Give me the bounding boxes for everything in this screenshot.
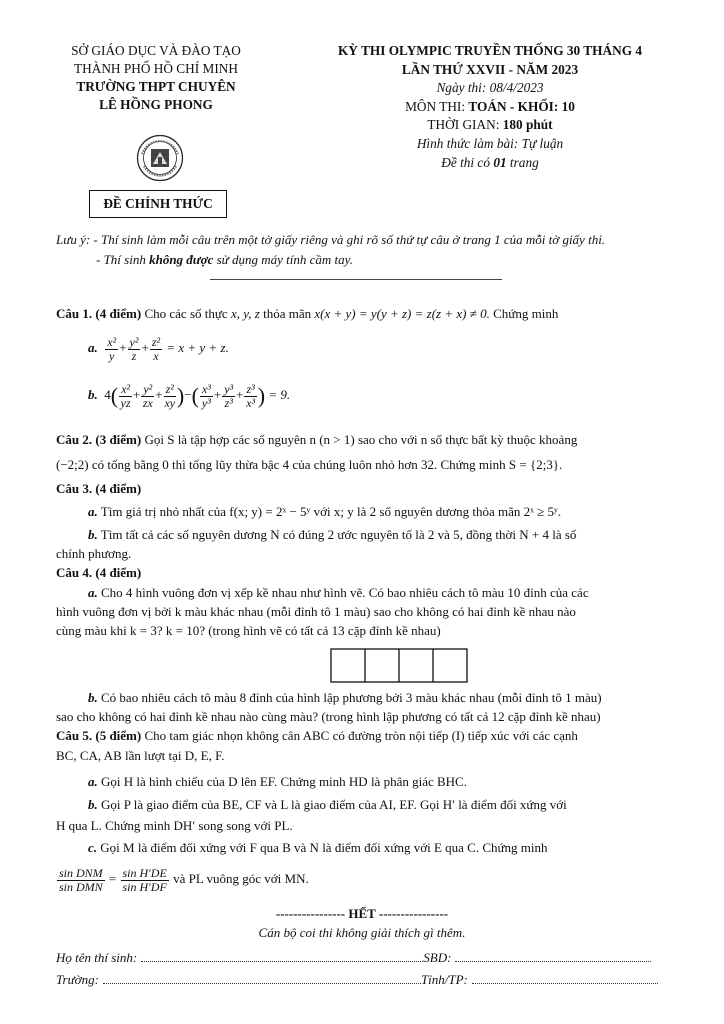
proctor-note: Cán bộ coi thi không giải thích gì thêm. bbox=[258, 925, 466, 940]
header-right bbox=[290, 42, 690, 172]
exam-pages: Đề thi có 01 trang bbox=[441, 154, 539, 170]
q4-part-a-1: a. Cho 4 hình vuông đơn vị xếp kề nhau như hình vẽ. Có bao nhiêu cách tô màu 10 đỉnh của các bbox=[88, 585, 589, 600]
note-line-2: - Thí sinh không được sử dụng máy tính cầm tay. bbox=[96, 252, 353, 267]
exam-time: THỜI GIAN: 180 phút bbox=[427, 117, 553, 133]
q3-part-b-1: b. Tìm tất cả các số nguyên dương N có đúng 2 ước nguyên tố là 2 và 5, đồng thời N + 4 là số bbox=[88, 527, 577, 542]
exam-subject: MÔN THI: TOÁN - KHỐI: 10 bbox=[405, 98, 575, 114]
q2-line-1: Câu 2. (3 điểm) Gọi S là tập hợp các số nguyên n (n > 1) sao cho với n số thực bất kỳ thuộc khoảng bbox=[56, 432, 578, 447]
school-seal-icon bbox=[136, 134, 184, 182]
four-squares-figure bbox=[330, 648, 470, 684]
q3-part-b-2: chính phương. bbox=[56, 546, 132, 561]
school-name: LÊ HỒNG PHONG bbox=[99, 97, 213, 112]
exam-date: Ngày thi: 08/4/2023 bbox=[436, 80, 544, 96]
note-line-1: Lưu ý: - Thí sinh làm mỗi câu trên một tờ giấy riêng và ghi rõ số thứ tự câu ở trang 1 của mỗi tờ giấy thi. bbox=[56, 232, 606, 247]
q4-part-a-3: cùng màu khi k = 3? k = 10? (trong hình vẽ có tất cả 13 cặp đỉnh kề nhau) bbox=[56, 623, 441, 638]
q1-statement: Câu 1. (4 điểm) Cho các số thực x, y, z thỏa mãn x(x + y) = y(y + z) = z(z + x) ≠ 0. Chứng minh bbox=[56, 306, 559, 321]
exam-format: Hình thức làm bài: Tự luận bbox=[416, 135, 564, 151]
q1-part-a: a. $\frac{\text{x²}}{y}$ + $\frac{\text{y²}}{z}$ + $\frac{\text{z²}}{x}$ = x + y + z. bbox=[88, 334, 229, 363]
city-name: THÀNH PHỐ HỒ CHÍ MINH bbox=[74, 61, 238, 76]
q5-part-b-2: H qua L. Chứng minh DH′ song song với PL. bbox=[56, 818, 293, 833]
header-left bbox=[34, 42, 278, 114]
q3-part-a: a. Tìm giá trị nhỏ nhất của f(x; y) = 2ˣ − 5ʸ với x; y là 2 số nguyên dương thỏa mãn 2ˣ ≥ 5ʸ. bbox=[88, 504, 562, 519]
q2-line-2: (−2;2) có tổng bằng 0 thì tổng lũy thừa bậc 4 của chúng luôn nhỏ hơn 32. Chứng minh S = {2;3}. bbox=[56, 457, 563, 472]
department-name: SỞ GIÁO DỤC VÀ ĐÀO TẠO bbox=[71, 43, 241, 58]
q5-part-c: c. Gọi M là điểm đối xứng với F qua B và N là điểm đối xứng với E qua C. Chứng minh bbox=[88, 840, 548, 855]
q4-part-a-2: hình vuông đơn vị bởi k màu khác nhau (mỗi đỉnh tô 1 màu) sao cho không có hai đỉnh kề nhau nào bbox=[56, 604, 576, 619]
q5-line-1: Câu 5. (5 điểm) Cho tam giác nhọn không cân ABC có đường tròn nội tiếp (I) tiếp xúc với các cạnh bbox=[56, 728, 578, 743]
divider bbox=[210, 279, 502, 280]
candidate-name-row: Họ tên thí sinh: SBD: bbox=[56, 950, 651, 966]
end-marker: ---------------- HẾT ---------------- bbox=[275, 906, 449, 921]
exam-edition: LẦN THỨ XXVII - NĂM 2023 bbox=[401, 61, 579, 77]
official-exam-box: ĐỀ CHÍNH THỨC bbox=[89, 190, 227, 218]
q4-label: Câu 4. (4 điểm) bbox=[56, 565, 142, 580]
q5-part-b-1: b. Gọi P là giao điểm của BE, CF và L là giao điểm của AI, EF. Gọi H′ là điểm đối xứng với bbox=[88, 797, 567, 812]
exam-title: KỲ THI OLYMPIC TRUYỀN THỐNG 30 THÁNG 4 bbox=[337, 43, 643, 58]
q3-label: Câu 3. (4 điểm) bbox=[56, 481, 142, 496]
q1-part-b: b. 4( $\frac{\text{x²}}{yz}$ + $\frac{\text{y²}}{zx}$ + $\frac{\text{z²}}{xy}$ )−( $\frac{\text{x³}}{\text{y³}}$ + $\frac{\text{y³}}{\text{z³}}$ + $\frac{\text{z³}}{\text{x³}}$ ) = 9. bbox=[88, 381, 291, 410]
q5-part-a: a. Gọi H là hình chiếu của D lên EF. Chứng minh HD là phân giác BHC. bbox=[88, 774, 467, 789]
q4-part-b-2: sao cho không có hai đỉnh kề nhau nào cùng màu? (trong hình lập phương có tất cả 12 cặp đỉnh kề nhau) bbox=[56, 709, 601, 724]
school-row: Trường: Tỉnh/TP: bbox=[56, 972, 658, 988]
school-type: TRƯỜNG THPT CHUYÊN bbox=[76, 79, 236, 94]
q5-line-2: BC, CA, AB lần lượt tại D, E, F. bbox=[56, 748, 225, 763]
q4-part-b-1: b. Có bao nhiêu cách tô màu 8 đỉnh của hình lập phương bởi 3 màu khác nhau (mỗi đỉnh tô 1 màu) bbox=[88, 690, 602, 705]
q5-part-c-formula: $\frac{\text{sin DNM}}{\text{sin DMN}}$ = $\frac{\text{sin H′DE}}{\text{sin H′DF}}$ và PL vuông góc với MN. bbox=[59, 865, 309, 894]
